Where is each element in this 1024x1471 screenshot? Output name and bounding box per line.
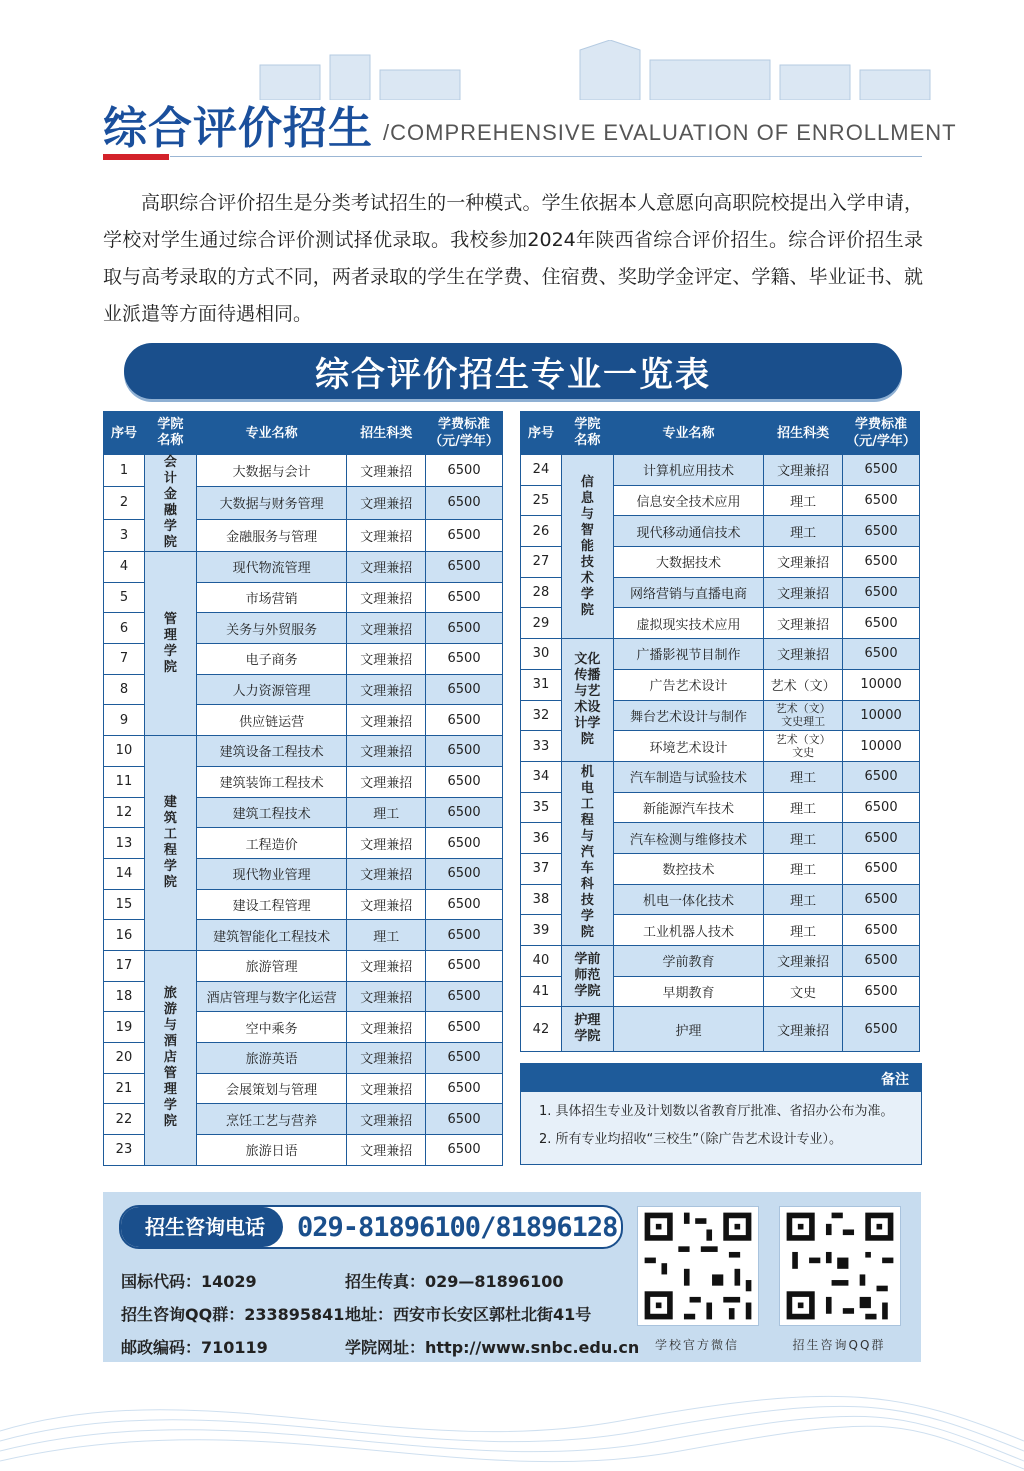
subject-category: 文理兼招 [347,552,426,583]
wechat-qr-code[interactable] [637,1206,759,1326]
subject-category: 文史 [764,976,843,1007]
major-name: 信息安全技术应用 [613,485,763,516]
qq-qr-caption: 招生咨询QQ群 [792,1338,886,1352]
major-name: 关务与外贸服务 [196,613,347,644]
row-number: 6 [104,613,145,644]
qr-pattern-icon [780,1207,900,1325]
tuition-fee: 6500 [426,1043,503,1074]
subject-category: 文理兼招 [347,705,426,736]
tuition-fee: 6500 [426,552,503,583]
tuition-fee: 6500 [426,736,503,767]
row-number: 19 [104,1012,145,1043]
subject-category: 文理兼招 [347,1135,426,1166]
notes-box [520,1063,922,1165]
majors-table-left [103,411,503,1166]
row-number: 13 [104,828,145,859]
row-number: 11 [104,766,145,797]
college-name: 学前师范学院 [561,946,613,1007]
tuition-fee: 6500 [426,797,503,828]
header-fee: 学费标准（元/学年） [426,412,503,455]
tuition-fee: 6500 [426,828,503,859]
table-banner-title: 综合评价招生专业一览表 [315,354,711,395]
major-name: 工程造价 [196,828,347,859]
row-number: 25 [521,485,562,516]
subject-category: 文理兼招 [347,487,426,519]
row-number: 9 [104,705,145,736]
tuition-fee: 6500 [426,858,503,889]
major-name: 广告艺术设计 [613,669,763,700]
tuition-fee: 6500 [843,1007,920,1052]
tuition-fee: 6500 [426,1135,503,1166]
row-number: 20 [104,1043,145,1074]
tuition-fee: 6500 [843,976,920,1007]
subject-category: 文理兼招 [347,828,426,859]
subject-category: 艺术（文） [764,669,843,700]
row-number: 7 [104,644,145,675]
tuition-fee: 6500 [426,1012,503,1043]
qq-group: 招生咨询QQ群：233895841 [121,1305,345,1324]
table-row [104,552,503,583]
table-row [521,455,920,486]
major-name: 机电一体化技术 [613,884,763,915]
tuition-fee: 6500 [426,889,503,920]
row-number: 34 [521,761,562,792]
postcode: 邮政编码：710119 [121,1338,268,1357]
row-number: 26 [521,516,562,547]
subject-category: 理工 [764,792,843,823]
tuition-fee: 6500 [426,644,503,675]
tuition-fee: 6500 [426,1073,503,1104]
subject-category: 艺术（文） 文史 [764,731,843,762]
subject-category: 文理兼招 [764,608,843,639]
major-name: 会展策划与管理 [196,1073,347,1104]
subject-category: 文理兼招 [347,736,426,767]
table-row [104,455,503,487]
subject-category: 文理兼招 [347,950,426,981]
row-number: 14 [104,858,145,889]
qr-pattern-icon [638,1207,758,1325]
college-name: 会计金融学院 [144,455,196,552]
subject-category: 文理兼招 [764,639,843,670]
tuition-fee: 6500 [426,1104,503,1135]
college-name: 建筑工程学院 [144,736,196,951]
major-name: 大数据与会计 [196,455,347,487]
major-name: 建筑装饰工程技术 [196,766,347,797]
tuition-fee: 6500 [843,639,920,670]
major-name: 大数据与财务管理 [196,487,347,519]
tuition-fee: 6500 [426,920,503,951]
row-number: 23 [104,1135,145,1166]
row-number: 17 [104,950,145,981]
major-name: 现代移动通信技术 [613,516,763,547]
major-name: 烹饪工艺与营养 [196,1104,347,1135]
table-row [521,639,920,670]
row-number: 4 [104,552,145,583]
tuition-fee: 6500 [843,946,920,977]
major-name: 新能源汽车技术 [613,792,763,823]
tuition-fee: 6500 [426,981,503,1012]
header-college: 学院名称 [144,412,196,455]
row-number: 10 [104,736,145,767]
row-number: 12 [104,797,145,828]
header-no: 序号 [104,412,145,455]
major-name: 环境艺术设计 [613,731,763,762]
college-name: 管理学院 [144,552,196,736]
majors-table-right [520,411,920,1052]
tuition-fee: 6500 [426,766,503,797]
major-name: 旅游管理 [196,950,347,981]
major-name: 金融服务与管理 [196,519,347,551]
subject-category: 文理兼招 [347,858,426,889]
subject-category: 文理兼招 [764,577,843,608]
college-name: 护理学院 [561,1007,613,1052]
subject-category: 理工 [764,853,843,884]
row-number: 5 [104,582,145,613]
major-name: 旅游英语 [196,1043,347,1074]
major-name: 现代物业管理 [196,858,347,889]
phone-banner [119,1205,623,1249]
tuition-fee: 6500 [426,950,503,981]
major-name: 现代物流管理 [196,552,347,583]
row-number: 36 [521,823,562,854]
subject-category: 文理兼招 [347,674,426,705]
college-name: 旅游与酒店管理学院 [144,950,196,1165]
row-number: 21 [104,1073,145,1104]
website-link[interactable]: 学院网址：http://www.snbc.edu.cn [345,1338,640,1357]
table-row [521,761,920,792]
header-college: 学院名称 [561,412,613,455]
major-name: 大数据技术 [613,547,763,578]
tuition-fee: 6500 [426,613,503,644]
subject-category: 文理兼招 [347,455,426,487]
major-name: 建筑工程技术 [196,797,347,828]
row-number: 42 [521,1007,562,1052]
major-name: 虚拟现实技术应用 [613,608,763,639]
tuition-fee: 6500 [843,761,920,792]
major-name: 人力资源管理 [196,674,347,705]
tuition-fee: 6500 [843,547,920,578]
major-name: 数控技术 [613,853,763,884]
major-name: 市场营销 [196,582,347,613]
subject-category: 文理兼招 [764,1007,843,1052]
row-number: 2 [104,487,145,519]
major-name: 广播影视节目制作 [613,639,763,670]
note-item: 1. 具体招生专业及计划数以省教育厅批准、省招办公布为准。 [539,1104,894,1119]
major-name: 计算机应用技术 [613,455,763,486]
wechat-qr-caption: 学校官方微信 [654,1338,739,1352]
tuition-fee: 6500 [843,915,920,946]
tuition-fee: 6500 [843,516,920,547]
tuition-fee: 6500 [843,884,920,915]
subject-category: 文理兼招 [764,946,843,977]
tuition-fee: 6500 [426,455,503,487]
row-number: 24 [521,455,562,486]
subject-category: 文理兼招 [347,766,426,797]
page-title: 综合评价招生 [103,103,373,154]
major-name: 学前教育 [613,946,763,977]
major-name: 汽车制造与试验技术 [613,761,763,792]
subject-category: 艺术（文） 文史理工 [764,700,843,731]
subject-category: 文理兼招 [347,1073,426,1104]
fax-number: 招生传真：029—81896100 [345,1272,564,1291]
phone-label: 招生咨询电话 [121,1207,283,1247]
row-number: 41 [521,976,562,1007]
row-number: 22 [104,1104,145,1135]
tuition-fee: 6500 [843,823,920,854]
major-name: 旅游日语 [196,1135,347,1166]
major-name: 建筑设备工程技术 [196,736,347,767]
tuition-fee: 6500 [426,674,503,705]
tuition-fee: 6500 [843,455,920,486]
row-number: 28 [521,577,562,608]
major-name: 工业机器人技术 [613,915,763,946]
subject-category: 理工 [764,485,843,516]
tuition-fee: 6500 [426,487,503,519]
subject-category: 文理兼招 [347,613,426,644]
major-name: 护理 [613,1007,763,1052]
row-number: 29 [521,608,562,639]
tuition-fee: 10000 [843,669,920,700]
table-banner [124,343,902,399]
college-name: 机电工程与汽车科技学院 [561,761,613,945]
subject-category: 文理兼招 [347,1012,426,1043]
row-number: 27 [521,547,562,578]
tuition-fee: 6500 [843,485,920,516]
subject-category: 文理兼招 [764,455,843,486]
tuition-fee: 6500 [843,608,920,639]
major-name: 酒店管理与数字化运营 [196,981,347,1012]
subject-category: 文理兼招 [347,519,426,551]
subject-category: 文理兼招 [347,582,426,613]
row-number: 30 [521,639,562,670]
tuition-fee: 6500 [426,519,503,551]
header-major: 专业名称 [613,412,763,455]
tuition-fee: 6500 [843,577,920,608]
major-name: 早期教育 [613,976,763,1007]
notes-title: 备注 [881,1072,909,1088]
major-name: 舞台艺术设计与制作 [613,700,763,731]
header-subject: 招生科类 [347,412,426,455]
qq-group-qr-code[interactable] [779,1206,901,1326]
major-name: 网络营销与直播电商 [613,577,763,608]
row-number: 40 [521,946,562,977]
tuition-fee: 10000 [843,731,920,762]
title-accent-bar [103,154,169,160]
subject-category: 文理兼招 [764,547,843,578]
table-row [104,736,503,767]
major-name: 建筑智能化工程技术 [196,920,347,951]
tuition-fee: 6500 [843,853,920,884]
college-name: 信息与智能技术学院 [561,455,613,639]
major-name: 供应链运营 [196,705,347,736]
major-name: 电子商务 [196,644,347,675]
row-number: 31 [521,669,562,700]
title-divider [170,156,922,157]
subject-category: 理工 [347,920,426,951]
wave-decoration [0,1311,1024,1471]
row-number: 37 [521,853,562,884]
table-row [521,1007,920,1052]
subject-category: 文理兼招 [347,1043,426,1074]
major-name: 空中乘务 [196,1012,347,1043]
header-subject: 招生科类 [764,412,843,455]
header-major: 专业名称 [196,412,347,455]
subject-category: 理工 [764,761,843,792]
row-number: 18 [104,981,145,1012]
row-number: 39 [521,915,562,946]
row-number: 3 [104,519,145,551]
note-item: 2. 所有专业均招收“三校生”（除广告艺术设计专业）。 [539,1132,843,1147]
row-number: 35 [521,792,562,823]
subject-category: 文理兼招 [347,889,426,920]
address: 地址：西安市长安区郭杜北街41号 [345,1305,592,1324]
tuition-fee: 6500 [426,705,503,736]
subject-category: 文理兼招 [347,981,426,1012]
row-number: 16 [104,920,145,951]
major-name: 建设工程管理 [196,889,347,920]
major-name: 汽车检测与维修技术 [613,823,763,854]
row-number: 1 [104,455,145,487]
row-number: 32 [521,700,562,731]
header-no: 序号 [521,412,562,455]
national-code: 国标代码：14029 [121,1272,257,1291]
subject-category: 理工 [347,797,426,828]
phone-number[interactable]: 029-81896100/81896128 [297,1211,618,1243]
page-subtitle: /COMPREHENSIVE EVALUATION OF ENROLLMENT [383,120,957,145]
tuition-fee: 6500 [426,582,503,613]
notes-header [521,1064,921,1092]
table-row [521,946,920,977]
subject-category: 文理兼招 [347,644,426,675]
header-fee: 学费标准（元/学年） [843,412,920,455]
intro-paragraph: 高职综合评价招生是分类考试招生的一种模式。学生依据本人意愿向高职院校提出入学申请，学校对学生通过综合评价测试择优录取。我校参加2024年陕西省综合评价招生。综合评价招生录取与高考录取的方式不同，两者录取的学生在学费、住宿费、奖助学金评定、学籍、毕业证书、就业派遣等方面待遇相同。 [103,192,923,325]
table-row [104,950,503,981]
college-name: 文化传播与艺术设计学院 [561,639,613,762]
row-number: 33 [521,731,562,762]
subject-category: 理工 [764,884,843,915]
subject-category: 理工 [764,516,843,547]
row-number: 15 [104,889,145,920]
subject-category: 文理兼招 [347,1104,426,1135]
tuition-fee: 10000 [843,700,920,731]
row-number: 8 [104,674,145,705]
tuition-fee: 6500 [843,792,920,823]
row-number: 38 [521,884,562,915]
subject-category: 理工 [764,915,843,946]
subject-category: 理工 [764,823,843,854]
campus-skyline-graphic [250,40,940,100]
